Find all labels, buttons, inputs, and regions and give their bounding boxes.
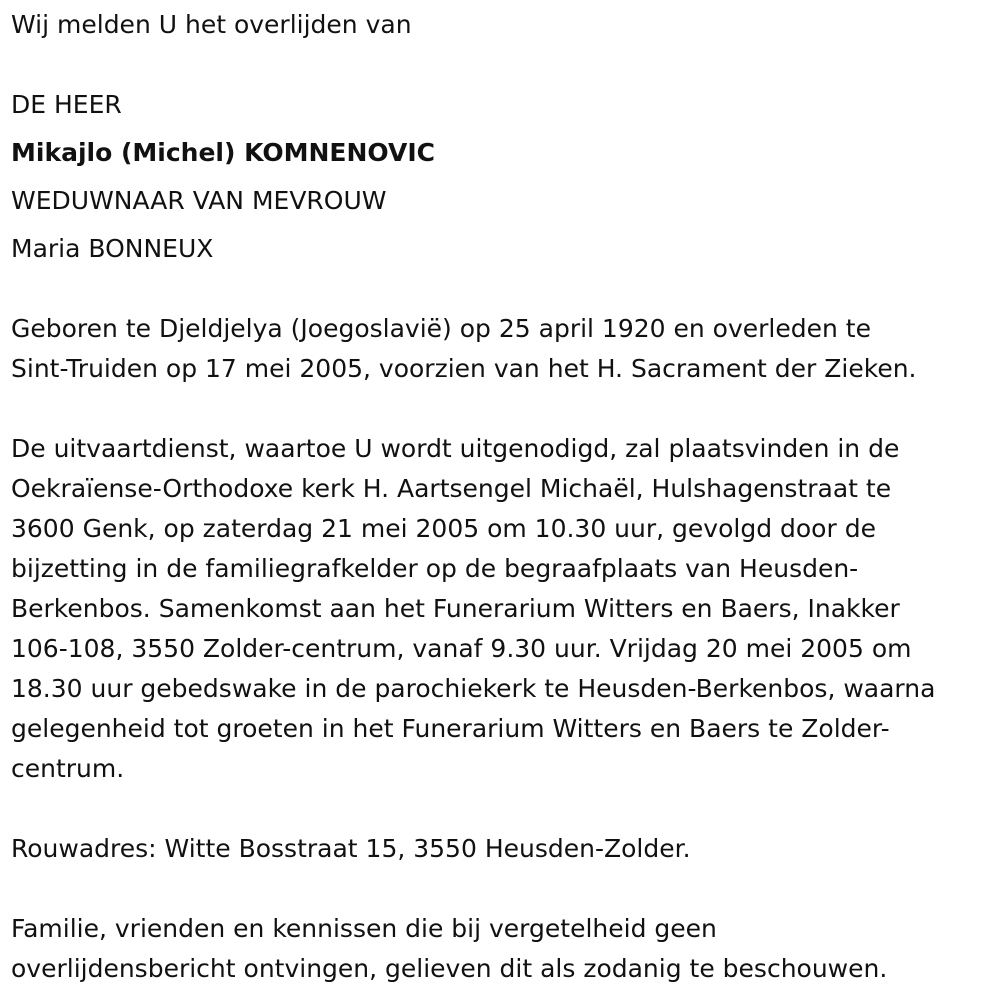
intro-text: Wij melden U het overlijden van	[11, 10, 412, 39]
deceased-name: Mikajlo (Michel) KOMNENOVIC	[11, 138, 435, 167]
service-line: centrum.	[11, 754, 125, 783]
service-line: Berkenbos. Samenkomst aan het Funerarium Witters en Baers, Inakker	[11, 594, 900, 623]
birth-death-line: Geboren te Djeldjelya (Joegoslavië) op 25 april 1920 en overleden te	[11, 314, 871, 343]
birth-death-line: Sint-Truiden op 17 mei 2005, voorzien van het H. Sacrament der Zieken.	[11, 354, 917, 383]
closing-line: Familie, vrienden en kennissen die bij vergetelheid geen	[11, 914, 717, 943]
service-line: 3600 Genk, op zaterdag 21 mei 2005 om 10.30 uur, gevolgd door de	[11, 514, 876, 543]
service-line: De uitvaartdienst, waartoe U wordt uitgenodigd, zal plaatsvinden in de	[11, 434, 900, 463]
spouse-name: Maria BONNEUX	[11, 234, 214, 263]
service-line: 18.30 uur gebedswake in de parochiekerk te Heusden-Berkenbos, waarna	[11, 674, 936, 703]
title-text: DE HEER	[11, 90, 122, 119]
closing-line: overlijdensbericht ontvingen, gelieven dit als zodanig te beschouwen.	[11, 954, 888, 983]
service-line: bijzetting in de familiegrafkelder op de begraafplaats van Heusden-	[11, 554, 859, 583]
service-line: 106-108, 3550 Zolder-centrum, vanaf 9.30 uur. Vrijdag 20 mei 2005 om	[11, 634, 912, 663]
service-line: Oekraïense-Orthodoxe kerk H. Aartsengel Michaël, Hulshagenstraat te	[11, 474, 892, 503]
mourning-address: Rouwadres: Witte Bosstraat 15, 3550 Heusden-Zolder.	[11, 834, 691, 863]
service-line: gelegenheid tot groeten in het Funerarium Witters en Baers te Zolder-	[11, 714, 890, 743]
relation-text: WEDUWNAAR VAN MEVROUW	[11, 186, 387, 215]
